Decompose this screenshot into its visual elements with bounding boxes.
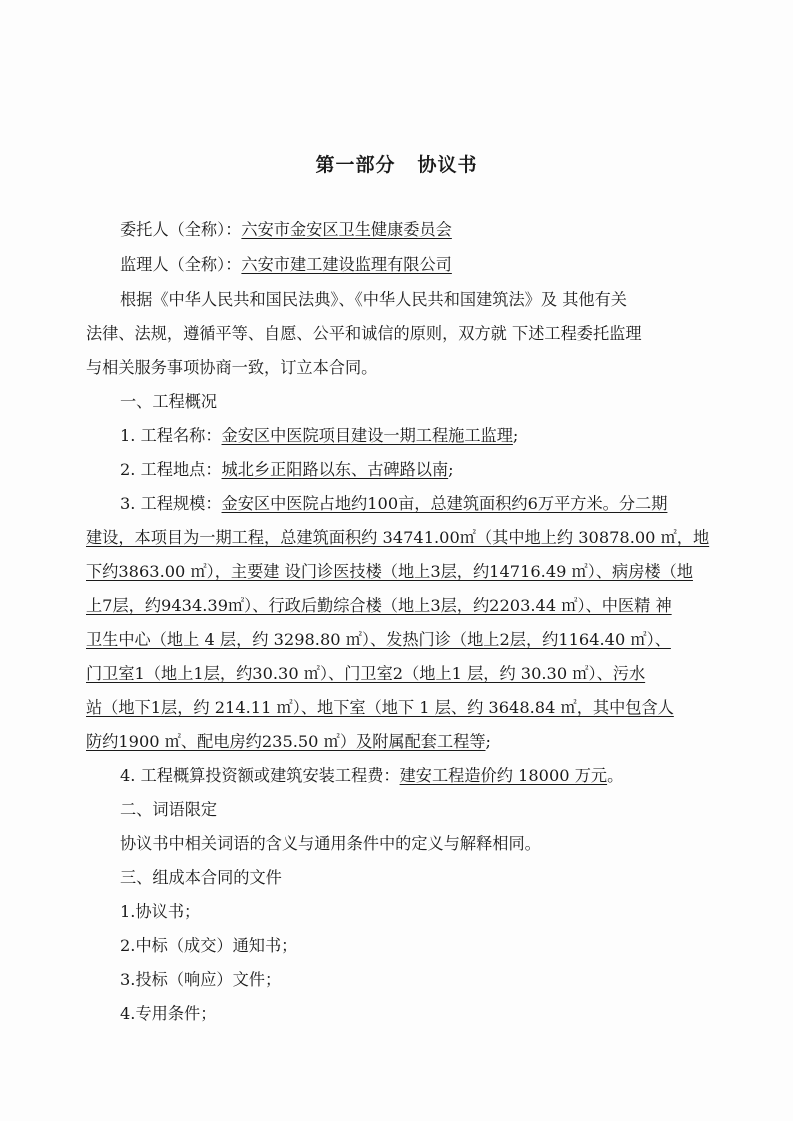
item3-line-4: 上7层，约9434.39㎡）、行政后勤综合楼（地上3层，约2203.44 ㎡）、中医精 神 xyxy=(86,596,672,615)
client-name: 六安市金安区卫生健康委员会 xyxy=(241,220,452,239)
supervisor-line xyxy=(120,252,726,278)
supervisor-label: 监理人（全称）： xyxy=(120,255,242,274)
item1-label: 1. 工程名称： xyxy=(120,426,222,445)
doc-item-1: 1.协议书； xyxy=(120,902,201,921)
item1-value: 金安区中医院项目建设一期工程施工监理 xyxy=(221,426,513,445)
item3-end: ; xyxy=(485,732,491,751)
item4-label: 4. 工程概算投资额或建筑安装工程费： xyxy=(120,766,400,785)
item3-line-8: 防约1900 ㎡、配电房约235.50 ㎡）及附属配套工程等 xyxy=(86,732,486,751)
item2-value: 城北乡正阳路以东、古碑路以南 xyxy=(221,460,449,479)
title-part: 第一部分 xyxy=(315,154,396,176)
title-name: 协议书 xyxy=(417,154,478,176)
section-heading-2: 二、词语限定 xyxy=(120,800,218,819)
item4-value: 建安工程造价约 18000 万元 xyxy=(399,766,608,785)
item-investment xyxy=(120,763,726,789)
doc-item-3: 3.投标（响应）文件； xyxy=(120,970,282,989)
item2-end: ; xyxy=(448,460,454,479)
basis-line-1: 根据《中华人民共和国民法典》、《中华人民共和国建筑法》及 其他有关 xyxy=(120,290,627,309)
item3-line-3: 下约3863.00 ㎡），主要建 设门诊医技楼（地上3层，约14716.49 ㎡）、病房楼（地 xyxy=(86,562,693,581)
doc-item-4: 4.专用条件； xyxy=(120,1004,217,1023)
item-project-name xyxy=(120,423,726,449)
item2-label: 2. 工程地点： xyxy=(120,460,222,479)
item4-end: 。 xyxy=(607,766,624,785)
doc-item-2: 2.中标（成交）通知书； xyxy=(120,936,298,955)
section-heading-1: 一、工程概况 xyxy=(120,392,218,411)
item3-line-1: 金安区中医院占地约100亩，总建筑面积约6万平方米。分二期 xyxy=(221,494,668,513)
item3-line-6: 门卫室1（地上1层，约30.30 ㎡）、门卫室2（地上1 层，约 30.30 ㎡）、污水 xyxy=(86,664,646,683)
page-title xyxy=(0,150,793,177)
supervisor-name: 六安市建工建设监理有限公司 xyxy=(241,255,452,274)
item3-line-5: 卫生中心（地上 4 层，约 3298.80 ㎡）、发热门诊（地上2层，约1164.40 ㎡）、 xyxy=(86,630,671,649)
client-line xyxy=(120,217,726,243)
item-project-location xyxy=(120,457,726,483)
basis-line-3: 与相关服务事项协商一致，订立本合同。 xyxy=(86,358,378,377)
item3-line-7: 站（地下1层，约 214.11 ㎡）、地下室（地下 1 层、约 3648.84 ㎡，其中包含人 xyxy=(86,698,674,717)
basis-line-2: 法律、法规，遵循平等、自愿、公平和诚信的原则，双方就 下述工程委托监理 xyxy=(86,324,642,343)
item-project-scale xyxy=(120,491,726,517)
item3-label: 3. 工程规模： xyxy=(120,494,222,513)
item1-end: ; xyxy=(512,426,519,445)
client-label: 委托人（全称）： xyxy=(120,220,242,239)
item3-line-2: 建设，本项目为一期工程，总建筑面积约 34741.00㎡（其中地上约 30878.00 ㎡，地 xyxy=(86,528,710,547)
item3-line-8-wrap xyxy=(86,729,726,755)
section-2-text: 协议书中相关词语的含义与通用条件中的定义与解释相同。 xyxy=(120,834,541,853)
section-heading-3: 三、组成本合同的文件 xyxy=(120,868,282,887)
